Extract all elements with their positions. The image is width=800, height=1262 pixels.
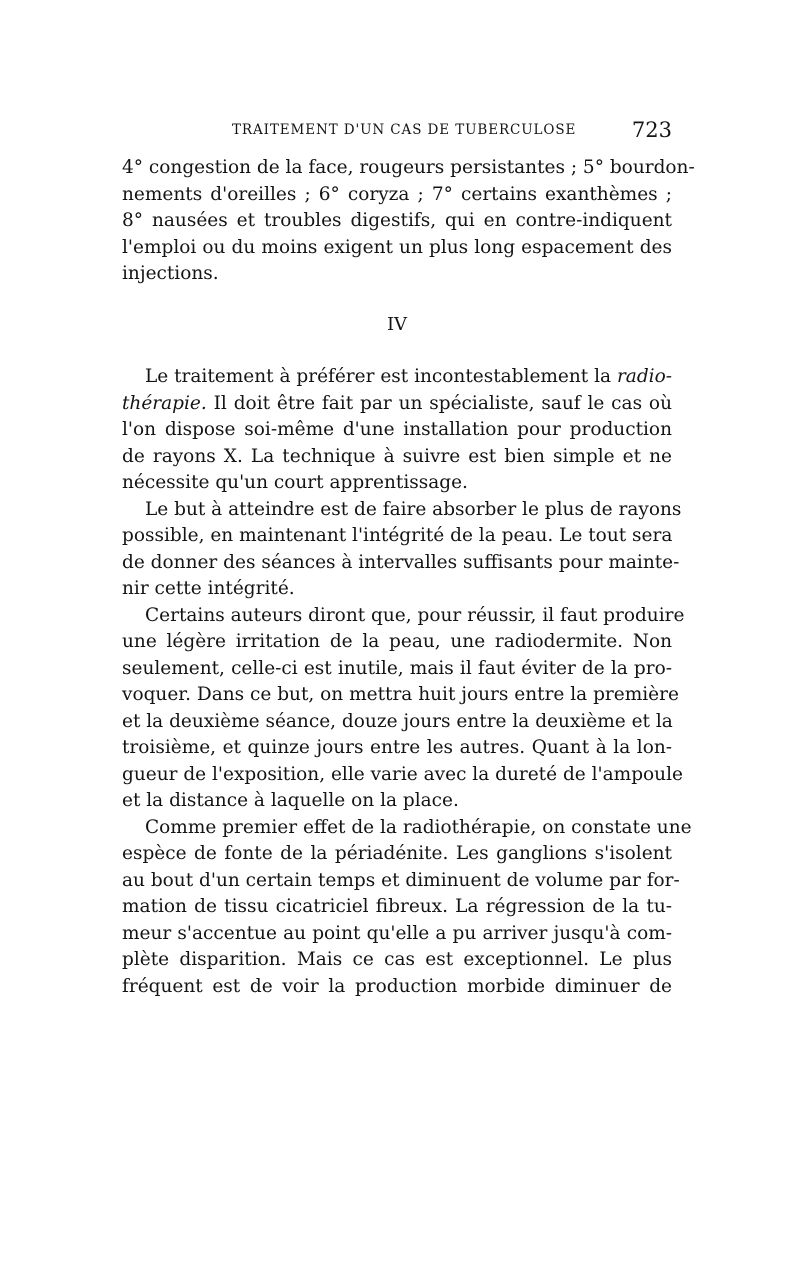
- text-line: nécessite qu'un court apprentissage.: [122, 472, 468, 493]
- text-line: de donner des séances à intervalles suffisants pour mainte-: [122, 551, 680, 573]
- text-line: et la distance à laquelle on la place.: [122, 790, 459, 811]
- italic-term: thérapie.: [122, 392, 207, 414]
- text-line: seulement, celle-ci est inutile, mais il faut éviter de la pro-: [122, 657, 672, 679]
- text-line: nir cette intégrité.: [122, 578, 295, 599]
- page-header: [232, 118, 672, 146]
- text-line: nements d'oreilles ; 6° coryza ; 7° certains exanthèmes ;: [122, 183, 672, 205]
- text-line: l'on dispose soi-même d'une installation pour production: [122, 419, 672, 440]
- text-line: 4° congestion de la face, rougeurs persistantes ; 5° bourdon-: [122, 157, 695, 178]
- text-line: possible, en maintenant l'intégrité de la peau. Le tout sera: [122, 525, 673, 546]
- text-line: mation de tissu cicatriciel fibreux. La régression de la tu-: [122, 896, 672, 917]
- section-heading: IV: [386, 313, 408, 335]
- text-line: 8° nausées et troubles digestifs, qui en contre-indiquent: [122, 210, 672, 231]
- text-line: [122, 391, 672, 418]
- text-run: Le traitement à préférer est incontestablement la: [145, 366, 612, 387]
- text-line: fréquent est de voir la production morbide diminuer de: [122, 975, 672, 997]
- running-head: TRAITEMENT D'UN CAS DE TUBERCULOSE: [232, 122, 577, 138]
- text-line: Comme premier effet de la radiothérapie, on constate une: [145, 816, 692, 838]
- body-text: [122, 155, 695, 1000]
- text-line: l'emploi ou du moins exigent un plus long espacement des: [122, 236, 672, 258]
- text-line: gueur de l'exposition, elle varie avec la dureté de l'ampoule: [122, 763, 683, 785]
- text-run: Il doit être fait par un spécialiste, sauf le cas où: [213, 392, 672, 414]
- page-number: 723: [631, 118, 672, 142]
- paragraph-continued: [122, 155, 695, 288]
- paragraph-comme: [122, 815, 692, 1001]
- text-line: une légère irritation de la peau, une radiodermite. Non: [122, 631, 672, 652]
- text-line: Certains auteurs diront que, pour réussir, il faut produire: [145, 604, 685, 626]
- text-line: plète disparition. Mais ce cas est exceptionnel. Le plus: [122, 949, 672, 970]
- text-line: au bout d'un certain temps et diminuent de volume par for-: [122, 869, 680, 891]
- paragraph-certains: [122, 603, 685, 815]
- italic-term: radio-: [616, 366, 672, 387]
- text-line: injections.: [122, 263, 219, 284]
- text-line: troisième, et quinze jours entre les autres. Quant à la lon-: [122, 737, 672, 758]
- text-line: et la deuxième séance, douze jours entre la deuxième et la: [122, 710, 673, 732]
- text-line: espèce de fonte de la périadénite. Les ganglions s'isolent: [122, 843, 672, 864]
- text-line: de rayons X. La technique à suivre est bien simple et ne: [122, 445, 672, 467]
- text-line: Le but à atteindre est de faire absorber le plus de rayons: [145, 498, 682, 520]
- paragraph-but: [122, 497, 682, 603]
- text-line: meur s'accentue au point qu'elle a pu arriver jusqu'à com-: [122, 922, 672, 944]
- text-line: voquer. Dans ce but, on mettra huit jours entre la première: [122, 684, 679, 705]
- paragraph-radiotherapie: [122, 364, 672, 497]
- text-line: [122, 364, 672, 391]
